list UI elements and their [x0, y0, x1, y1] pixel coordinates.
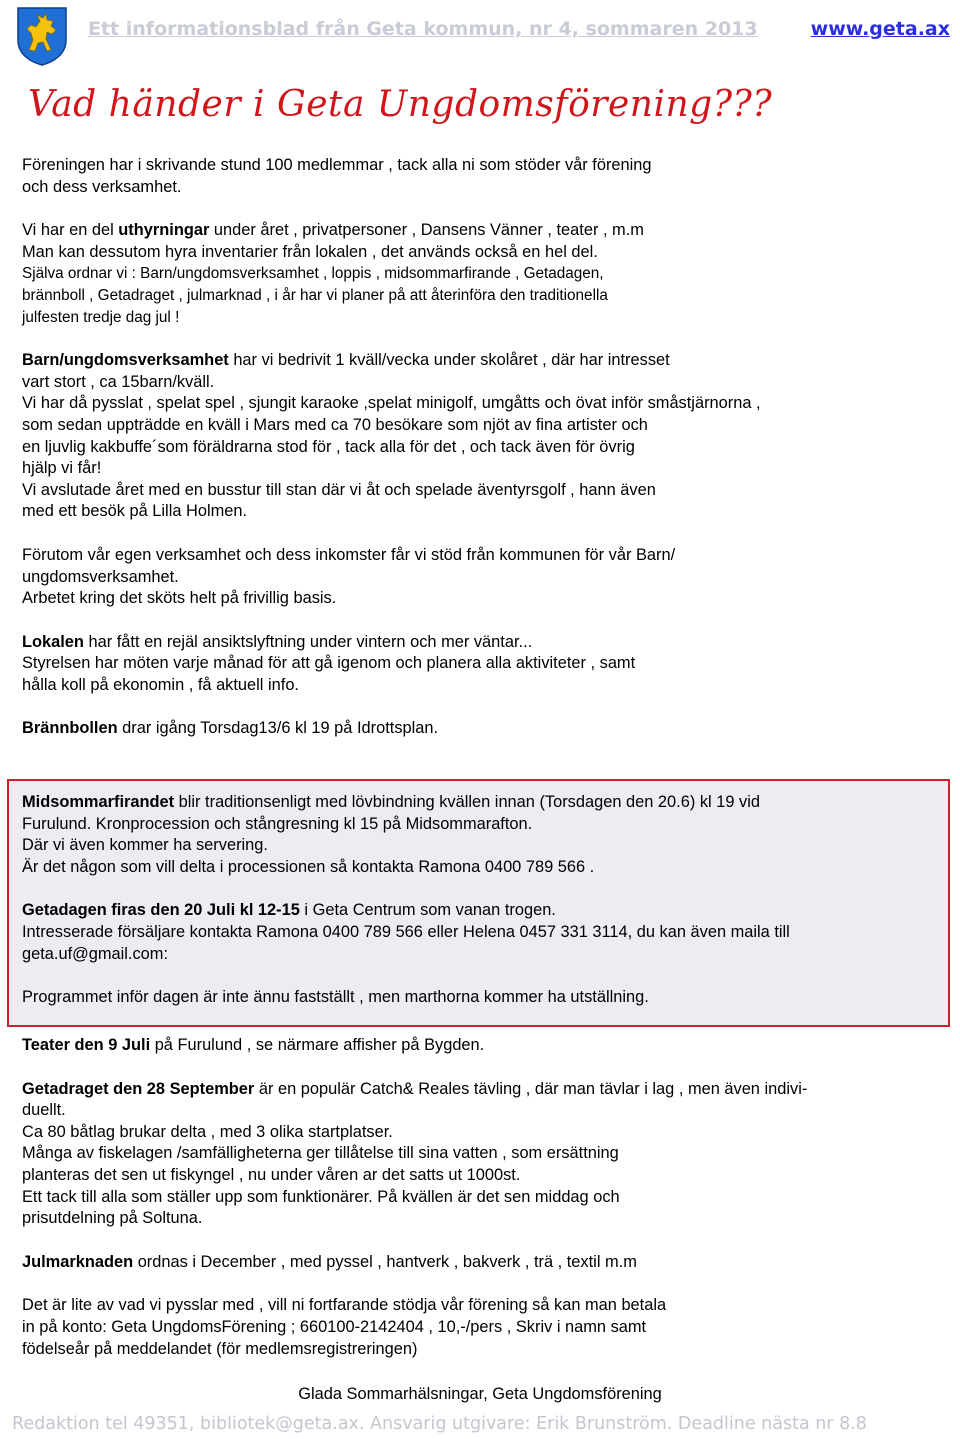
text-line: födelseår på meddelandet (för medlemsregistreringen) [22, 1339, 418, 1358]
text-line: Brännbollen drar igång Torsdag13/6 kl 19 på Idrottsplan. [22, 719, 439, 738]
highlight-content [22, 792, 942, 1009]
text-line: Vi har då pysslat , spelat spel , sjungit karaoke ,spelat minigolf, umgåtts och övat inför småstjärnorna , [22, 394, 761, 413]
footer: Redaktion tel 49351, bibliotek@geta.ax. Ansvarig utgivare: Erik Brunström. Deadline nästa nr 8.8 [12, 1414, 867, 1434]
text-line: Styrelsen har möten varje månad för att gå igenom och planera alla aktiviteter , samt [22, 654, 636, 673]
main-content [22, 155, 942, 740]
bold-term: Julmarknaden [22, 1252, 134, 1271]
text-line: Ca 80 båtlag brukar delta , med 3 olika startplatser. [22, 1122, 393, 1141]
text-line: Intresserade försäljare kontakta Ramona 0400 789 566 eller Helena 0457 331 3114, du kan även maila till [22, 922, 790, 941]
text-line: brännboll , Getadraget , julmarknad , i år har vi planer på att återinföra den traditionella [22, 286, 608, 304]
page-headline: Vad händer i Geta Ungdomsförening??? [28, 84, 773, 125]
page-header [0, 0, 960, 72]
premises-section [22, 632, 942, 697]
text-line: Teater den 9 Juli på Furulund , se närmare affisher på Bygden. [22, 1036, 485, 1054]
text-line: Arbetet kring det sköts helt på frivillig basis. [22, 589, 337, 608]
text-line: in på konto: Geta UngdomsFörening ; 660100-2142404 , 10,-/pers , Skriv i namn samt [22, 1317, 647, 1336]
text-line: Föreningen har i skrivande stund 100 medlemmar , tack alla ni som stöder vår förening [22, 156, 652, 174]
greeting: Glada Sommarhälsningar, Geta Ungdomsförening [298, 1385, 662, 1403]
members-section [22, 155, 942, 198]
text-line: Många av fiskelagen /samfälligheterna ger tillåtelse till sina vatten , som ersättning [22, 1144, 619, 1163]
text-line: Är det någon som vill delta i processionen så kontakta Ramona 0400 789 566 . [22, 857, 595, 876]
text-line: Vi har en del uthyrningar under året , privatpersoner , Dansens Vänner , teater , m.m [22, 221, 644, 240]
text-line: Förutom vår egen verksamhet och dess inkomster får vi stöd från kommunen för vår Barn/ [22, 545, 676, 564]
text-line: Ett tack till alla som ställer upp som funktionärer. På kvällen är det sen middag och [22, 1187, 620, 1206]
newsletter-title: Ett informationsblad från Geta kommun, nr 4, sommaren 2013 [88, 18, 758, 40]
text-line: Getadraget den 28 September är en populär Catch& Reales tävling , där man tävlar i lag , men även indivi- [22, 1079, 808, 1098]
text-line: Man kan dessutom hyra inventarier från lokalen , det används också en hel del. [22, 242, 598, 261]
julmarknad-section [22, 1252, 942, 1274]
bold-term: Getadagen firas den 20 Juli kl 12-15 [22, 901, 300, 920]
bold-term: uthyrningar [118, 221, 210, 240]
text-line: Programmet inför dagen är inte ännu fastställt , men marthorna kommer ha utställning. [22, 988, 649, 1007]
text-line: hålla koll på ekonomin , få aktuell info. [22, 675, 299, 694]
text-line: och dess verksamhet. [22, 177, 182, 196]
text-line: prisutdelning på Soltuna. [22, 1209, 203, 1228]
teater-section [22, 1035, 942, 1057]
rentals-section [22, 220, 942, 328]
text-line: duellt. [22, 1101, 66, 1120]
text-line: som sedan uppträdde en kväll i Mars med ca 70 besökare som njöt av fina artister och [22, 415, 648, 434]
bold-term: Getadraget den 28 September [22, 1079, 255, 1098]
text-line: julfesten tredje dag jul ! [22, 308, 180, 326]
bold-term: Midsommarfirandet [22, 793, 175, 811]
text-line: Julmarknaden ordnas i December , med pyssel , hantverk , bakverk , trä , textil m.m [22, 1252, 637, 1271]
bold-term: Lokalen [22, 632, 84, 651]
text-line: med ett besök på Lilla Holmen. [22, 502, 248, 521]
text-line: Furulund. Kronprocession och stångresning kl 15 på Midsommarafton. [22, 814, 533, 833]
website-link[interactable]: www.geta.ax [810, 18, 950, 40]
bold-term: Brännbollen [22, 719, 118, 738]
text-line: Själva ordnar vi : Barn/ungdomsverksamhet , loppis , midsommarfirande , Getadagen, [22, 265, 604, 283]
program-section [22, 987, 942, 1009]
lower-content [22, 1035, 942, 1360]
text-line: Getadagen firas den 20 Juli kl 12-15 i Geta Centrum som vanan trogen. [22, 901, 556, 920]
geta-crest-icon [16, 6, 68, 66]
text-line: Vi avslutade året med en busstur till stan där vi åt och spelade äventyrsgolf , hann även [22, 480, 656, 499]
text-line: Barn/ungdomsverksamhet har vi bedrivit 1 kväll/vecka under skolåret , där har intresset [22, 351, 670, 370]
getadagen-section [22, 900, 942, 965]
bold-term: Teater den 9 Juli [22, 1036, 151, 1054]
text-line: en ljuvlig kakbuffe´som föräldrarna stod för , tack alla för det , och tack även för övrig [22, 437, 635, 456]
funding-section [22, 545, 942, 610]
getadraget-section [22, 1079, 942, 1230]
bold-term: Barn/ungdomsverksamhet [22, 351, 229, 370]
midsummer-section [22, 792, 942, 878]
text-line: Midsommarfirandet blir traditionsenligt med lövbindning kvällen innan (Torsdagen den 20.6) kl 19 vid [22, 793, 760, 811]
closing-section [22, 1295, 942, 1360]
brannboll-section [22, 718, 942, 740]
text-line: planteras det sen ut fiskyngel , nu under våren ar det satts ut 1000st. [22, 1165, 521, 1184]
text-line: geta.uf@gmail.com: [22, 944, 169, 963]
text-line: ungdomsverksamhet. [22, 567, 179, 586]
text-line: Det är lite av vad vi pysslar med , vill ni fortfarande stödja vår förening så kan man betala [22, 1296, 667, 1315]
youth-activities-section [22, 350, 942, 523]
text-line: vart stort , ca 15barn/kväll. [22, 372, 215, 391]
text-line: hjälp vi får! [22, 459, 102, 478]
text-line: Lokalen har fått en rejäl ansiktslyftning under vintern och mer väntar... [22, 632, 533, 651]
text-line: Där vi även kommer ha servering. [22, 836, 268, 855]
